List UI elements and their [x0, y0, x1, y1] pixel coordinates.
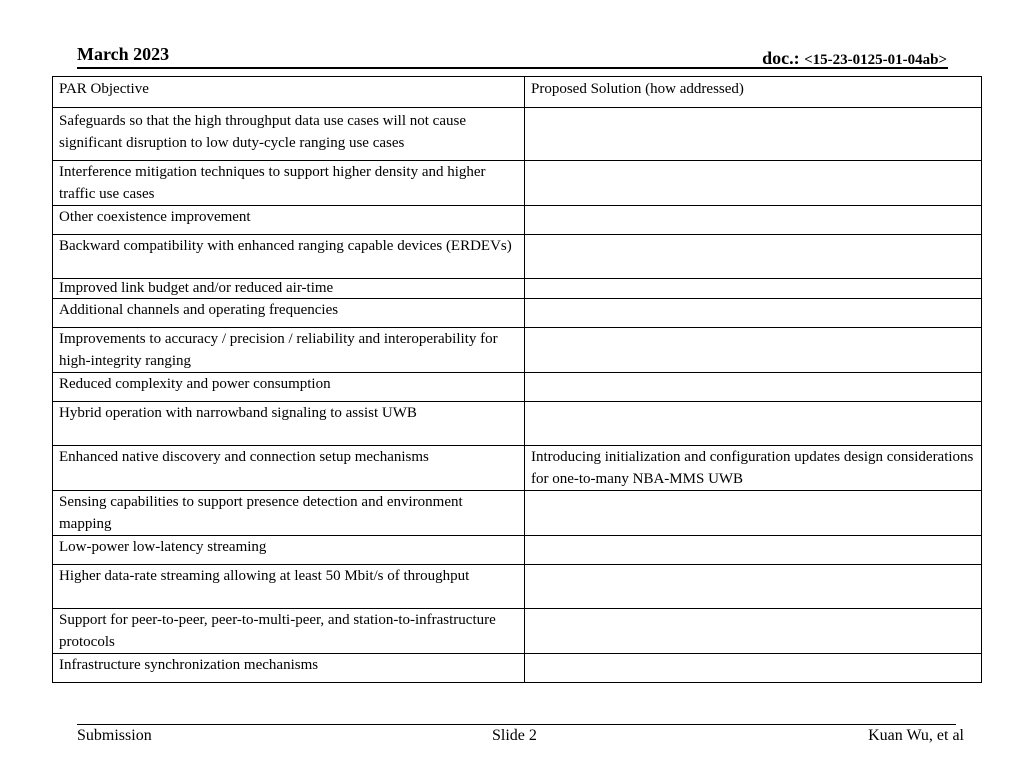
- table-row: [53, 565, 982, 609]
- objective-cell: Improvements to accuracy / precision / reliability and interoperability for high-integrity ranging: [53, 328, 525, 373]
- footer-author: Kuan Wu, et al: [868, 727, 964, 744]
- table-row: [53, 328, 982, 373]
- objective-cell: Other coexistence improvement: [53, 206, 525, 235]
- solution-cell: [525, 654, 982, 683]
- solution-cell: [525, 206, 982, 235]
- footer-submission: Submission: [77, 727, 152, 744]
- table-row: [53, 373, 982, 402]
- objective-cell: Hybrid operation with narrowband signaling to assist UWB: [53, 402, 525, 446]
- header-date: March 2023: [77, 44, 170, 64]
- doc-number: <15-23-0125-01-04ab>: [804, 52, 947, 68]
- objective-cell: Interference mitigation techniques to support higher density and higher traffic use cases: [53, 161, 525, 206]
- table-row: [53, 108, 982, 161]
- table-row: [53, 654, 982, 683]
- table-row: [53, 161, 982, 206]
- footer-divider: [77, 724, 956, 725]
- solution-cell: Introducing initialization and configuration updates design considerations for one-to-many NBA-MMS UWB: [525, 446, 982, 491]
- solution-cell: [525, 402, 982, 446]
- solution-cell: [525, 565, 982, 609]
- solution-cell: [525, 299, 982, 328]
- objective-cell: Reduced complexity and power consumption: [53, 373, 525, 402]
- solution-cell: [525, 328, 982, 373]
- objective-cell: Infrastructure synchronization mechanisms: [53, 654, 525, 683]
- table-row: [53, 279, 982, 299]
- solution-cell: [525, 161, 982, 206]
- table-row: [53, 491, 982, 536]
- solution-cell: [525, 609, 982, 654]
- header-cell-solution: Proposed Solution (how addressed): [525, 77, 982, 108]
- table-row: [53, 299, 982, 328]
- solution-cell: [525, 491, 982, 536]
- objective-cell: Safeguards so that the high throughput data use cases will not cause significant disruption to low duty-cycle ranging use cases: [53, 108, 525, 161]
- table-row: [53, 609, 982, 654]
- objective-cell: Higher data-rate streaming allowing at least 50 Mbit/s of throughput: [53, 565, 525, 609]
- table-row: [53, 536, 982, 565]
- footer-slide-number: Slide 2: [492, 727, 537, 744]
- solution-cell: [525, 373, 982, 402]
- table-row: [53, 446, 982, 491]
- objective-cell: Backward compatibility with enhanced ranging capable devices (ERDEVs): [53, 235, 525, 279]
- objective-cell: Improved link budget and/or reduced air-time: [53, 279, 525, 299]
- par-objectives-table: [52, 76, 982, 683]
- doc-label: doc.:: [762, 48, 800, 68]
- table-header-row: [53, 77, 982, 108]
- objective-cell: Low-power low-latency streaming: [53, 536, 525, 565]
- solution-cell: [525, 279, 982, 299]
- header-doc-id: [762, 48, 947, 69]
- solution-cell: [525, 235, 982, 279]
- objective-cell: Enhanced native discovery and connection setup mechanisms: [53, 446, 525, 491]
- solution-cell: [525, 536, 982, 565]
- objective-cell: Additional channels and operating frequencies: [53, 299, 525, 328]
- table-row: [53, 402, 982, 446]
- table-row: [53, 206, 982, 235]
- table-row: [53, 235, 982, 279]
- solution-cell: [525, 108, 982, 161]
- header-divider: [77, 67, 948, 69]
- objective-cell: Support for peer-to-peer, peer-to-multi-peer, and station-to-infrastructure protocols: [53, 609, 525, 654]
- objective-cell: Sensing capabilities to support presence detection and environment mapping: [53, 491, 525, 536]
- header-cell-objective: PAR Objective: [53, 77, 525, 108]
